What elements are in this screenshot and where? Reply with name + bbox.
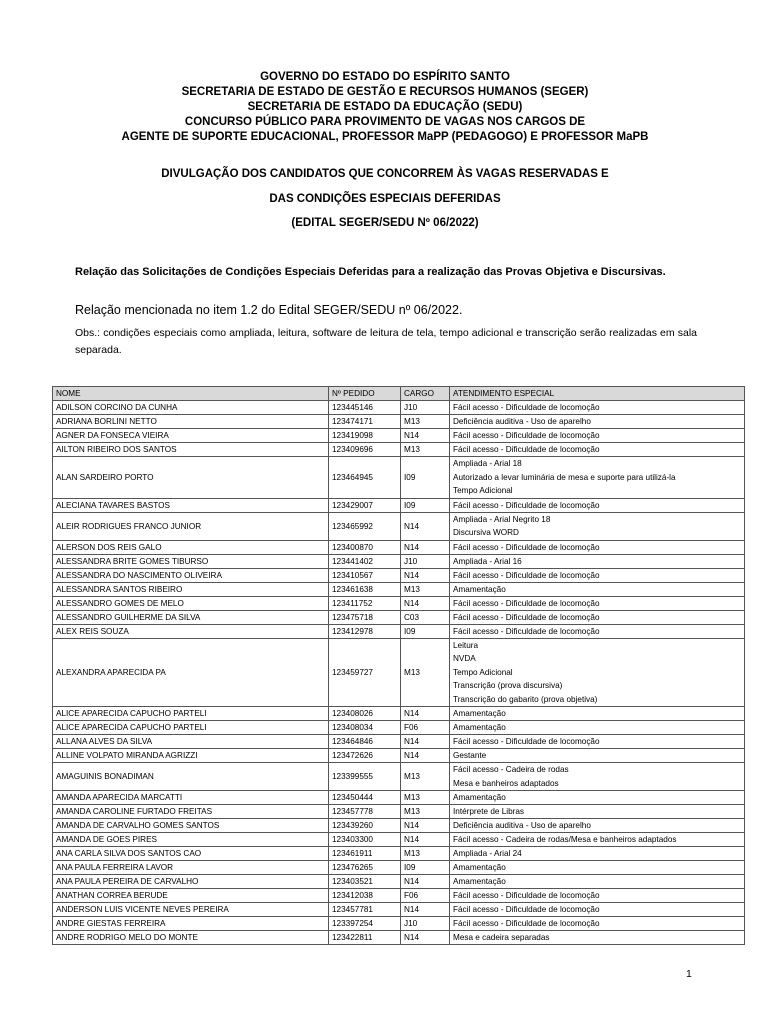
cell-nome: ALICE APARECIDA CAPUCHO PARTELI <box>53 707 329 721</box>
cell-atendimento <box>450 415 745 429</box>
cell-nome: ANDRE RODRIGO MELO DO MONTE <box>53 931 329 945</box>
atendimento-line: Fácil acesso - Dificuldade de locomoção <box>453 737 600 746</box>
cell-cargo: I09 <box>401 861 450 875</box>
cell-pedido: 123464945 <box>329 457 401 499</box>
cell-cargo: J10 <box>401 554 450 568</box>
cell-nome: ALEX REIS SOUZA <box>53 624 329 638</box>
cell-pedido: 123474171 <box>329 415 401 429</box>
cell-atendimento <box>450 917 745 931</box>
table-row <box>53 540 745 554</box>
cell-atendimento <box>450 568 745 582</box>
column-header-pedido: Nº PEDIDO <box>329 387 401 401</box>
table-row <box>53 721 745 735</box>
cell-nome: ALAN SARDEIRO PORTO <box>53 457 329 499</box>
cell-nome: ADRIANA BORLINI NETTO <box>53 415 329 429</box>
cell-cargo: I09 <box>401 498 450 512</box>
cell-cargo: F06 <box>401 721 450 735</box>
table-row <box>53 638 745 707</box>
cell-nome: ANATHAN CORREA BERUDE <box>53 889 329 903</box>
atendimento-line: Amamentação <box>453 709 506 718</box>
cell-nome: ANDRE GIESTAS FERREIRA <box>53 917 329 931</box>
cell-cargo: C03 <box>401 610 450 624</box>
cell-atendimento <box>450 749 745 763</box>
atendimento-line: Ampliada - Arial 24 <box>453 849 522 858</box>
cell-pedido: 123461911 <box>329 847 401 861</box>
atendimento-line: Fácil acesso - Dificuldade de locomoção <box>453 403 600 412</box>
cell-pedido: 123412978 <box>329 624 401 638</box>
cell-cargo: M13 <box>401 805 450 819</box>
relation-mention: Relação mencionada no item 1.2 do Edital SEGER/SEDU nº 06/2022. <box>75 303 463 317</box>
cell-atendimento <box>450 457 745 499</box>
atendimento-line: Fácil acesso - Dificuldade de locomoção <box>453 598 600 608</box>
cell-cargo: N14 <box>401 707 450 721</box>
cell-atendimento <box>450 819 745 833</box>
table-row <box>53 889 745 903</box>
cell-nome: AMANDA APARECIDA MARCATTI <box>53 791 329 805</box>
table-header-row <box>53 387 745 401</box>
table-row <box>53 582 745 596</box>
atendimento-line: Ampliada - Arial 16 <box>453 556 522 566</box>
atendimento-line: Amamentação <box>453 584 506 594</box>
cell-atendimento <box>450 903 745 917</box>
table-row <box>53 707 745 721</box>
cell-pedido: 123457778 <box>329 805 401 819</box>
header-line-concurso: CONCURSO PÚBLICO PARA PROVIMENTO DE VAGAS NOS CARGOS DE <box>184 116 586 128</box>
cell-pedido: 123412038 <box>329 889 401 903</box>
table-row <box>53 610 745 624</box>
table-row <box>53 931 745 945</box>
cell-atendimento <box>450 763 745 791</box>
cell-atendimento <box>450 638 745 707</box>
table-row <box>53 457 745 499</box>
cell-atendimento <box>450 596 745 610</box>
subtitle-divulgacao: DIVULGAÇÃO DOS CANDIDATOS QUE CONCORREM ÀS VAGAS RESERVADAS E <box>161 168 609 180</box>
atendimento-line: NVDA <box>453 654 476 663</box>
table-row <box>53 749 745 763</box>
table-row <box>53 554 745 568</box>
table-row <box>53 401 745 415</box>
page-number: 1 <box>686 968 692 980</box>
cell-pedido: 123409696 <box>329 443 401 457</box>
cell-nome: AGNER DA FONSECA VIEIRA <box>53 429 329 443</box>
table-row <box>53 819 745 833</box>
table-row <box>53 735 745 749</box>
cell-atendimento <box>450 707 745 721</box>
atendimento-line: Tempo Adicional <box>453 486 513 495</box>
cell-nome: ALESSANDRA BRITE GOMES TIBURSO <box>53 554 329 568</box>
cell-cargo: M13 <box>401 847 450 861</box>
cell-nome: ALLINE VOLPATO MIRANDA AGRIZZI <box>53 749 329 763</box>
cell-atendimento <box>450 554 745 568</box>
atendimento-line: Fácil acesso - Dificuldade de locomoção <box>453 626 600 636</box>
table-row <box>53 568 745 582</box>
atendimento-line: Discursiva WORD <box>453 528 519 537</box>
table-row <box>53 861 745 875</box>
table-row <box>53 875 745 889</box>
table-row <box>53 917 745 931</box>
table-row <box>53 763 745 791</box>
table-row <box>53 512 745 540</box>
cell-nome: AMANDA DE GOES PIRES <box>53 833 329 847</box>
cell-cargo: N14 <box>401 931 450 945</box>
table-row <box>53 847 745 861</box>
cell-pedido: 123450444 <box>329 791 401 805</box>
atendimento-line: Transcrição do gabarito (prova objetiva) <box>453 694 598 704</box>
atendimento-line: Fácil acesso - Cadeira de rodas/Mesa e banheiros adaptados <box>453 835 677 844</box>
cell-pedido: 123400870 <box>329 540 401 554</box>
column-header-cargo: CARGO <box>401 387 450 401</box>
table-row <box>53 415 745 429</box>
atendimento-line: Mesa e cadeira separadas <box>453 933 550 942</box>
cell-nome: AMANDA CAROLINE FURTADO FREITAS <box>53 805 329 819</box>
cell-cargo: N14 <box>401 819 450 833</box>
cell-cargo: N14 <box>401 749 450 763</box>
cell-cargo: I09 <box>401 624 450 638</box>
cell-pedido: 123441402 <box>329 554 401 568</box>
cell-atendimento <box>450 847 745 861</box>
table-row <box>53 429 745 443</box>
cell-nome: ADILSON CORCINO DA CUNHA <box>53 401 329 415</box>
cell-cargo: N14 <box>401 429 450 443</box>
cell-atendimento <box>450 861 745 875</box>
atendimento-line: Transcrição (prova discursiva) <box>453 681 563 690</box>
cell-atendimento <box>450 931 745 945</box>
cell-pedido: 123397254 <box>329 917 401 931</box>
cell-pedido: 123475718 <box>329 610 401 624</box>
cell-atendimento <box>450 512 745 540</box>
atendimento-line: Amamentação <box>453 877 506 886</box>
cell-pedido: 123461638 <box>329 582 401 596</box>
cell-atendimento <box>450 833 745 847</box>
cell-atendimento <box>450 540 745 554</box>
cell-pedido: 123429007 <box>329 498 401 512</box>
atendimento-line: Amamentação <box>453 863 506 872</box>
cell-nome: ANA PAULA FERREIRA LAVOR <box>53 861 329 875</box>
cell-cargo: M13 <box>401 415 450 429</box>
atendimento-line: Tempo Adicional <box>453 667 513 677</box>
cell-nome: ALESSANDRA DO NASCIMENTO OLIVEIRA <box>53 568 329 582</box>
relation-title: Relação das Solicitações de Condições Especiais Deferidas para a realização das Provas Objetiva e Discursivas. <box>75 266 666 278</box>
table-body <box>53 401 745 945</box>
cell-cargo: M13 <box>401 582 450 596</box>
atendimento-line: Deficiência auditiva - Uso de aparelho <box>453 417 591 426</box>
cell-nome: ALEXANDRA APARECIDA PA <box>53 638 329 707</box>
cell-nome: ALICE APARECIDA CAPUCHO PARTELI <box>53 721 329 735</box>
table-row <box>53 498 745 512</box>
cell-atendimento <box>450 401 745 415</box>
cell-pedido: 123403521 <box>329 875 401 889</box>
cell-pedido: 123457781 <box>329 903 401 917</box>
cell-cargo: J10 <box>401 917 450 931</box>
cell-nome: ANA PAULA PEREIRA DE CARVALHO <box>53 875 329 889</box>
cell-pedido: 123408026 <box>329 707 401 721</box>
cell-nome: AMAGUINIS BONADIMAN <box>53 763 329 791</box>
cell-atendimento <box>450 429 745 443</box>
cell-pedido: 123422811 <box>329 931 401 945</box>
cell-cargo: F06 <box>401 889 450 903</box>
cell-cargo: N14 <box>401 735 450 749</box>
table-row <box>53 833 745 847</box>
cell-pedido: 123419098 <box>329 429 401 443</box>
cell-atendimento <box>450 443 745 457</box>
cell-atendimento <box>450 805 745 819</box>
cell-nome: AMANDA DE CARVALHO GOMES SANTOS <box>53 819 329 833</box>
cell-nome: ALESSANDRO GUILHERME DA SILVA <box>53 610 329 624</box>
cell-atendimento <box>450 610 745 624</box>
cell-nome: ALEIR RODRIGUES FRANCO JUNIOR <box>53 512 329 540</box>
atendimento-line: Ampliada - Arial 18 <box>453 459 522 468</box>
column-header-atendimento: ATENDIMENTO ESPECIAL <box>450 387 745 401</box>
cell-atendimento <box>450 498 745 512</box>
atendimento-line: Fácil acesso - Dificuldade de locomoção <box>453 542 600 552</box>
atendimento-line: Mesa e banheiros adaptados <box>453 778 559 788</box>
cell-nome: ALECIANA TAVARES BASTOS <box>53 498 329 512</box>
cell-pedido: 123411752 <box>329 596 401 610</box>
cell-nome: AILTON RIBEIRO DOS SANTOS <box>53 443 329 457</box>
atendimento-line: Autorizado a levar luminária de mesa e suporte para utilizá-la <box>453 472 676 482</box>
cell-nome: ALERSON DOS REIS GALO <box>53 540 329 554</box>
cell-cargo: N14 <box>401 512 450 540</box>
cell-pedido: 123476265 <box>329 861 401 875</box>
atendimento-line: Fácil acesso - Dificuldade de locomoção <box>453 500 600 510</box>
atendimento-line: Fácil acesso - Dificuldade de locomoção <box>453 891 600 900</box>
table-row <box>53 805 745 819</box>
cell-cargo: N14 <box>401 875 450 889</box>
atendimento-line: Amamentação <box>453 723 506 732</box>
atendimento-line: Fácil acesso - Dificuldade de locomoção <box>453 612 600 622</box>
cell-cargo: M13 <box>401 638 450 707</box>
atendimento-line: Intérprete de Libras <box>453 807 525 816</box>
cell-pedido: 123465992 <box>329 512 401 540</box>
header-line-government: GOVERNO DO ESTADO DO ESPÍRITO SANTO <box>260 71 510 83</box>
table-row <box>53 443 745 457</box>
cell-pedido: 123399555 <box>329 763 401 791</box>
cell-cargo: M13 <box>401 791 450 805</box>
cell-cargo: M13 <box>401 763 450 791</box>
cell-pedido: 123459727 <box>329 638 401 707</box>
cell-cargo: N14 <box>401 833 450 847</box>
cell-pedido: 123464846 <box>329 735 401 749</box>
atendimento-line: Fácil acesso - Dificuldade de locomoção <box>453 919 600 928</box>
cell-atendimento <box>450 721 745 735</box>
table-row <box>53 791 745 805</box>
table-row <box>53 624 745 638</box>
cell-nome: ANA CARLA SILVA DOS SANTOS CAO <box>53 847 329 861</box>
atendimento-line: Fácil acesso - Dificuldade de locomoção <box>453 431 600 440</box>
cell-atendimento <box>450 735 745 749</box>
header-line-sedu: SECRETARIA DE ESTADO DA EDUCAÇÃO (SEDU) <box>247 101 523 113</box>
subtitle-condicoes: DAS CONDIÇÕES ESPECIAIS DEFERIDAS <box>269 193 501 205</box>
atendimento-line: Gestante <box>453 751 487 760</box>
column-header-nome: NOME <box>53 387 329 401</box>
table-row <box>53 903 745 917</box>
cell-nome: ALLANA ALVES DA SILVA <box>53 735 329 749</box>
cell-atendimento <box>450 875 745 889</box>
atendimento-line: Fácil acesso - Dificuldade de locomoção <box>453 445 600 454</box>
cell-atendimento <box>450 889 745 903</box>
cell-cargo: N14 <box>401 596 450 610</box>
cell-atendimento <box>450 791 745 805</box>
observation-note: Obs.: condições especiais como ampliada, leitura, software de leitura de tela, tempo adicional e transcrição serão realizadas em sala separada. <box>75 327 697 356</box>
cell-cargo: J10 <box>401 401 450 415</box>
cell-cargo: M13 <box>401 443 450 457</box>
cell-cargo: I09 <box>401 457 450 499</box>
header-line-seger: SECRETARIA DE ESTADO DE GESTÃO E RECURSOS HUMANOS (SEGER) <box>181 86 589 98</box>
cell-cargo: N14 <box>401 540 450 554</box>
document-header <box>0 70 770 145</box>
cell-pedido: 123439260 <box>329 819 401 833</box>
atendimento-line: Amamentação <box>453 793 506 802</box>
header-line-cargos: AGENTE DE SUPORTE EDUCACIONAL, PROFESSOR MaPP (PEDAGOGO) E PROFESSOR MaPB <box>121 131 649 143</box>
cell-pedido: 123410567 <box>329 568 401 582</box>
cell-nome: ANDERSON LUIS VICENTE NEVES PEREIRA <box>53 903 329 917</box>
cell-nome: ALESSANDRA SANTOS RIBEIRO <box>53 582 329 596</box>
atendimento-line: Fácil acesso - Dificuldade de locomoção <box>453 905 600 914</box>
atendimento-line: Leitura <box>453 640 479 650</box>
cell-pedido: 123472626 <box>329 749 401 763</box>
cell-nome: ALESSANDRO GOMES DE MELO <box>53 596 329 610</box>
cell-cargo: N14 <box>401 568 450 582</box>
cell-cargo: N14 <box>401 903 450 917</box>
cell-pedido: 123445146 <box>329 401 401 415</box>
atendimento-line: Fácil acesso - Cadeira de rodas <box>453 765 569 774</box>
cell-pedido: 123408034 <box>329 721 401 735</box>
cell-atendimento <box>450 582 745 596</box>
candidates-table <box>52 386 745 945</box>
subtitle-edital: (EDITAL SEGER/SEDU Nº 06/2022) <box>291 217 479 229</box>
atendimento-line: Deficiência auditiva - Uso de aparelho <box>453 821 591 830</box>
table-row <box>53 596 745 610</box>
cell-atendimento <box>450 624 745 638</box>
cell-pedido: 123403300 <box>329 833 401 847</box>
atendimento-line: Fácil acesso - Dificuldade de locomoção <box>453 570 600 580</box>
atendimento-line: Ampliada - Arial Negrito 18 <box>453 514 551 524</box>
